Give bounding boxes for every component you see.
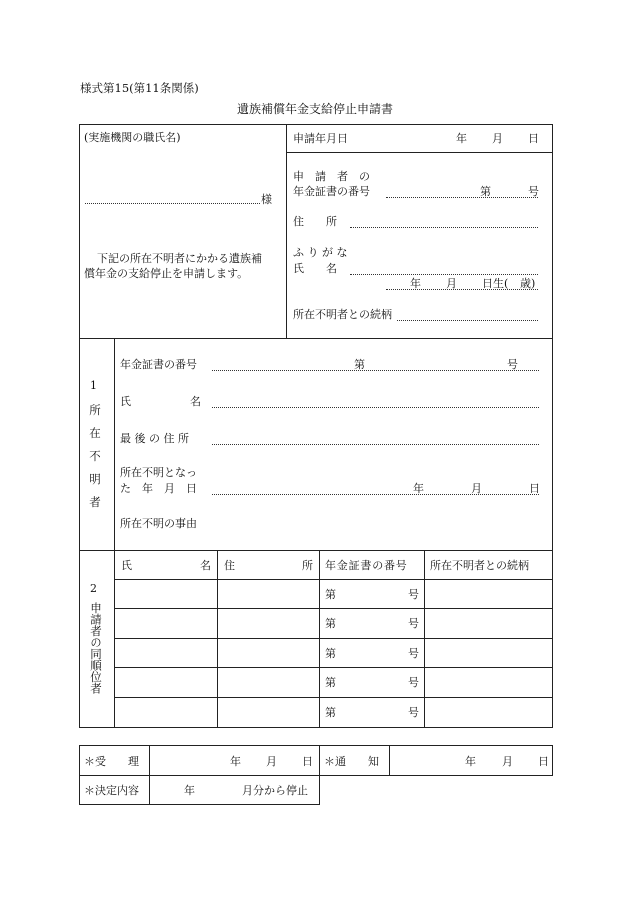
application-day: 日 (528, 132, 539, 145)
notice-day: 日 (538, 755, 549, 768)
notice-month: 月 (502, 755, 513, 768)
section2-heading-divider (114, 550, 115, 728)
application-year: 年 (456, 132, 467, 145)
applicant-cert-dai: 第 (480, 185, 491, 198)
agency-label: (実施機関の職氏名) (84, 131, 181, 144)
relation-field[interactable] (397, 320, 538, 321)
birth-age: 歳) (520, 277, 536, 290)
document-title: 遺族補償年金支給停止申請書 (236, 102, 393, 116)
birth-date-field[interactable] (386, 289, 538, 290)
receipt-notice-divider (319, 745, 320, 776)
honorific-sama: 様 (261, 193, 272, 206)
birth-month: 月 (446, 277, 457, 290)
birth-year: 年 (410, 277, 421, 290)
col-name-b: 名 (200, 559, 211, 572)
decision-year: 年 (184, 784, 195, 797)
section2-row-divider-5 (114, 697, 553, 698)
missing-date-label-2: た 年 月 日 (120, 482, 197, 495)
decision-suffix: 月分から停止 (242, 784, 308, 797)
applicant-section (79, 124, 553, 339)
receipt-month: 月 (266, 755, 277, 768)
missing-cert-label: 年金証書の番号 (120, 358, 197, 371)
section2-row-divider-4 (114, 667, 553, 668)
missing-cert-field[interactable] (212, 370, 539, 371)
receipt-day: 日 (302, 755, 313, 768)
section2-col-divider-2 (319, 550, 320, 728)
col-cert-number: 年金証書の番号 (325, 559, 408, 572)
row3-dai: 第 (325, 647, 336, 660)
decision-label-divider (149, 775, 150, 805)
section2-row-divider-2 (114, 608, 553, 609)
section2-heading-text: 申請者の同順位者 (89, 602, 103, 694)
receipt-year: 年 (230, 755, 241, 768)
application-date-label: 申請年月日 (293, 132, 348, 145)
row1-dai: 第 (325, 588, 336, 601)
applicant-cert-label-2: 年金証書の番号 (293, 185, 370, 198)
section2-number: 2 (90, 582, 97, 595)
relation-label: 所在不明者との続柄 (293, 308, 392, 321)
birth-day: 日生( (482, 277, 509, 290)
applicant-name-label: 氏 名 (293, 262, 337, 275)
statement-line-1: 下記の所在不明者にかかる遺族補 (97, 252, 262, 265)
row2-go: 号 (408, 617, 419, 630)
last-address-label: 最 後 の 住 所 (120, 432, 189, 445)
missing-year: 年 (413, 482, 424, 495)
agency-name-line[interactable] (85, 203, 260, 204)
missing-reason-label: 所在不明の事由 (120, 517, 197, 530)
notice-label: ＊通 知 (324, 755, 379, 768)
missing-day: 日 (529, 482, 540, 495)
applicant-name-field[interactable] (350, 274, 538, 275)
section2-row-divider-1 (114, 579, 553, 580)
row3-go: 号 (408, 647, 419, 660)
section2-row-divider-3 (114, 638, 553, 639)
section1-heading-divider (114, 338, 115, 551)
col-relation: 所在不明者との続柄 (430, 559, 529, 572)
date-row-divider (286, 152, 553, 153)
missing-date-field[interactable] (212, 494, 539, 495)
same-rank-section (79, 550, 553, 728)
col-name-a: 氏 (121, 559, 132, 572)
decision-label: ＊決定内容 (84, 784, 139, 797)
section2-col-divider-1 (217, 550, 218, 728)
top-vertical-divider (286, 124, 287, 339)
applicant-address-label: 住 所 (293, 215, 337, 228)
missing-month: 月 (471, 482, 482, 495)
row5-dai: 第 (325, 706, 336, 719)
form-identifier: 様式第15(第11条関係) (80, 81, 199, 95)
application-month: 月 (492, 132, 503, 145)
notice-label-divider (389, 745, 390, 776)
missing-name-field[interactable] (212, 407, 539, 408)
row4-go: 号 (408, 676, 419, 689)
applicant-address-field[interactable] (350, 227, 538, 228)
missing-date-label-1: 所在不明となっ (120, 466, 197, 479)
applicant-cert-go: 号 (528, 185, 539, 198)
applicant-cert-label-1: 申 請 者 の (293, 170, 370, 183)
col-address-a: 住 (224, 559, 235, 572)
missing-name-label-a: 氏 (120, 395, 131, 408)
section1-heading-char-5: 者 (89, 495, 101, 509)
applicant-cert-number-field[interactable] (386, 197, 538, 198)
col-address-b: 所 (302, 559, 313, 572)
missing-name-label-b: 名 (190, 395, 201, 408)
row2-dai: 第 (325, 617, 336, 630)
notice-year: 年 (465, 755, 476, 768)
receipt-notice-box (79, 745, 553, 776)
row1-go: 号 (408, 588, 419, 601)
missing-cert-dai: 第 (354, 358, 365, 371)
missing-cert-go: 号 (507, 358, 518, 371)
section1-number: 1 (90, 379, 97, 392)
section1-heading-char-4: 明 (89, 472, 101, 486)
section2-col-divider-3 (424, 550, 425, 728)
receipt-label: ＊受 理 (84, 755, 139, 768)
last-address-field[interactable] (212, 444, 539, 445)
section1-heading-char-3: 不 (89, 449, 101, 463)
receipt-label-divider (149, 745, 150, 776)
section1-heading-char-2: 在 (89, 426, 101, 440)
section1-heading-char-1: 所 (89, 403, 101, 417)
applicant-furigana-label: ふ り が な (293, 246, 348, 259)
statement-line-2: 償年金の支給停止を申請します。 (84, 267, 249, 280)
row4-dai: 第 (325, 676, 336, 689)
row5-go: 号 (408, 706, 419, 719)
